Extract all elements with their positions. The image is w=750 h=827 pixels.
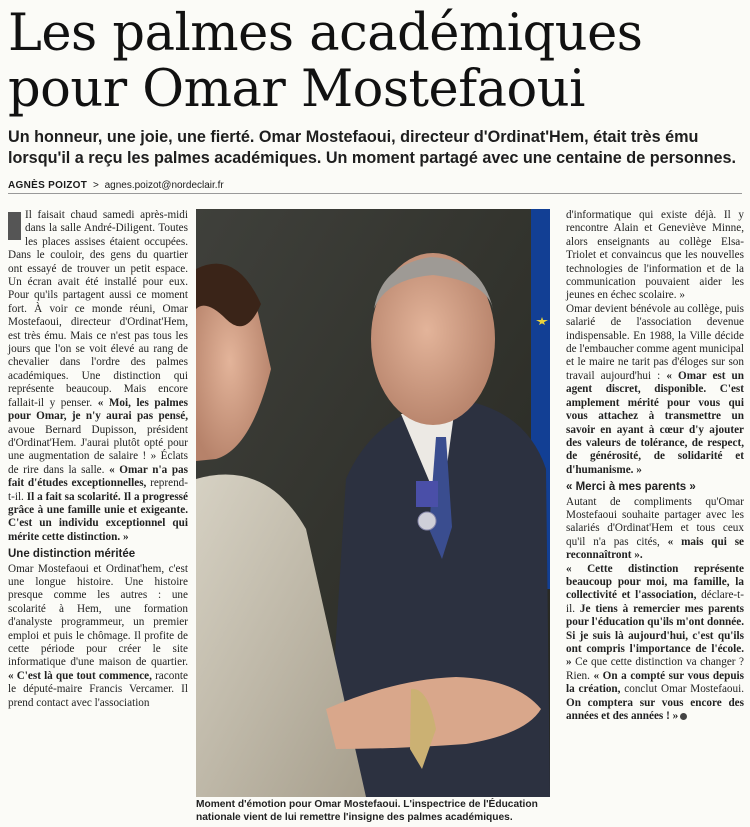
quote: « Omar n'a pas fait d'études exceptionnelles, bbox=[8, 463, 189, 490]
paragraph bbox=[566, 303, 744, 477]
quote: « Omar est un agent discret, disponible. C'est amplement mérité pour vous qui vous attachez à transmettre un savoir en ayant à cœur d'y ajouter des valeurs de tolérance, de respect, de générosité, de solidarité et d'humanisme. » bbox=[566, 369, 744, 476]
byline-author: AGNÈS POIZOT bbox=[8, 180, 88, 191]
quote: « mais qui se reconnaîtront ». bbox=[566, 535, 745, 562]
paragraph-text: déclare-t-il. bbox=[566, 589, 744, 615]
paragraph-text: Il faisait chaud samedi après-midi dans la salle André-Diligent. Toutes les places assises étaient occupées. Dans le couloir, des gens du quartier ont essayé de trouver un petit espace. Un écran avait été installé pour eux. Pour qu'ils partagent aussi ce moment fort. À voir ce monde réuni, Omar Mostefaoui, directeur d'Ordinat'Hem, est très ému. Mais ce n'est pas tous les jours que l'on se voit élevé au rang de chevalier dans l'ordre des palmes académiques. Une distinction qui représente beaucoup. Mais encore fallait-il y penser. bbox=[8, 209, 188, 409]
byline bbox=[8, 180, 742, 194]
paragraph bbox=[8, 563, 188, 710]
photo-caption bbox=[196, 798, 558, 824]
drop-cap-bar bbox=[8, 212, 21, 240]
byline-email[interactable]: agnes.poizot@nordeclair.fr bbox=[104, 180, 224, 191]
standfirst bbox=[8, 127, 746, 169]
paragraph bbox=[566, 563, 744, 724]
subheading: « Merci à mes parents » bbox=[566, 481, 696, 494]
quote: Je tiens à remercier mes parents pour l'éducation qu'ils m'ont donnée. Si je suis là aujourd'hui, c'est qu'ils ont compris l'importance de l'école. » bbox=[566, 602, 745, 669]
caption-line-2: nationale vient de lui remettre l'insigne des palmes académiques. bbox=[196, 812, 513, 823]
standfirst-line-2: lorsqu'il a reçu les palmes académiques. Un moment partagé avec une centaine de personnes. bbox=[8, 149, 737, 167]
article-column-1 bbox=[8, 209, 188, 710]
quote: « Moi, les palmes pour Omar, je n'y aurai pas pensé, bbox=[8, 396, 188, 423]
paragraph-text: Omar Mostefaoui et Ordinat'hem, c'est une longue histoire. Une histoire presque comme les autres : une scolarité à Hem, une formation d'analyste programmeur, un premier emploi et puis le chômage. Il profite de cette période pour créer le site informatique d'une maison de quartier. bbox=[8, 562, 188, 669]
paragraph-text: conclut Omar Mostefaoui. bbox=[624, 683, 745, 696]
quote: « On a compté sur vous depuis la création, bbox=[566, 669, 745, 696]
caption-line-1: Moment d'émotion pour Omar Mostefaoui. L'inspectrice de l'Éducation bbox=[196, 799, 538, 810]
paragraph bbox=[8, 209, 188, 544]
paragraph-text: Ce que cette distinction va changer ? Rien. bbox=[566, 656, 745, 682]
headline-line-2: pour Omar Mostefaoui bbox=[8, 60, 585, 119]
headline-line-1: Les palmes académiques bbox=[8, 4, 643, 63]
article-photo bbox=[196, 209, 550, 797]
paragraph-text: Autant de compliments qu'Omar Mostefaoui souhaite partager avec les salariés d'Ordinat'Hem et tous ceux qu'il n'a pas cités, bbox=[566, 495, 744, 548]
paragraph-text: raconte le député-maire Francis Vercamer. Il prend contact avec l'association bbox=[8, 669, 188, 709]
quote: « Cette distinction représente beaucoup pour moi, ma famille, la collectivité et l'association, bbox=[566, 562, 744, 602]
article-column-2 bbox=[566, 209, 744, 723]
paragraph bbox=[566, 209, 744, 303]
byline-separator: > bbox=[92, 180, 99, 191]
end-of-article-icon bbox=[680, 713, 687, 720]
paragraph-text: Omar devient bénévole au collège, puis salarié de l'association devenue indispensable. En 1988, la Ville décide de l'embaucher comme agent municipal et le maire ne tarit pas d'éloges sur son travail aujourd'hui : bbox=[566, 302, 744, 382]
paragraph-text: reprend-t-il. bbox=[8, 477, 188, 503]
quote: On comptera sur vous encore des années et des années ! » bbox=[566, 696, 744, 723]
quote: « C'est là que tout commence, bbox=[8, 669, 152, 682]
paragraph-text: avoue Bernard Dupisson, président d'Ordinat'Hem. J'aurai plutôt opté pour une augmentation de salaire ! » Éclats de rire dans la salle. bbox=[8, 423, 188, 476]
paragraph-text: d'informatique qui existe déjà. Il y rencontre Alain et Geneviève Minne, alors enseignants au collège Elsa-Triolet et convaincus que les nouvelles technologies de l'information et de la communication pouvaient aider les jeunes en échec scolaire. » bbox=[566, 209, 744, 302]
paragraph bbox=[566, 496, 744, 563]
standfirst-line-1: Un honneur, une joie, une fierté. Omar Mostefaoui, directeur d'Ordinat'Hem, était très ému bbox=[8, 128, 699, 146]
quote: Il a fait sa scolarité. Il a progressé grâce à une famille unie et exigeante. C'est un individu exceptionnel qui mérite cette distinction. » bbox=[8, 490, 189, 543]
subheading: Une distinction méritée bbox=[8, 548, 136, 561]
headline bbox=[8, 6, 743, 118]
